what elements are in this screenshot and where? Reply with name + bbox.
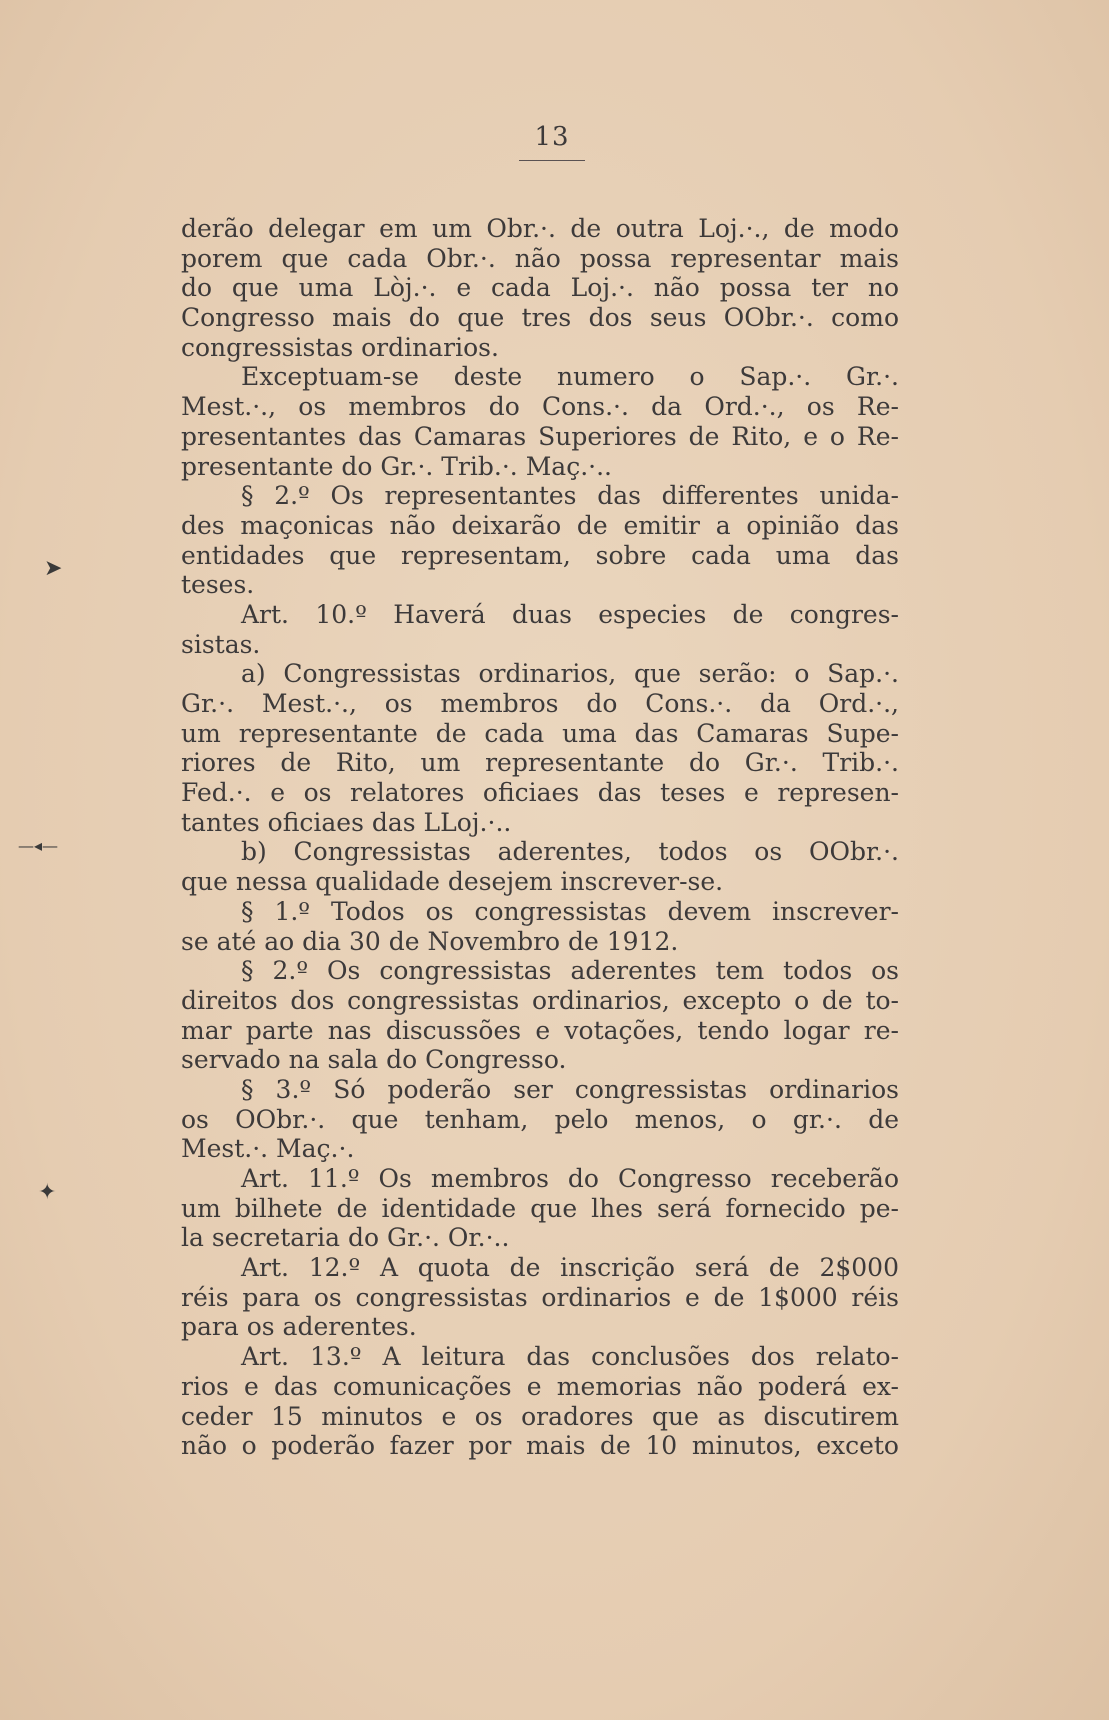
text-line: réis para os congressistas ordinarios e de 1$000 réis	[181, 1282, 899, 1312]
text-line: Art. 11.º Os membros do Congresso receberão	[241, 1164, 899, 1193]
text-line: um representante de cada uma das Camaras Supe-	[181, 718, 899, 748]
text-line: mar parte nas discussões e votações, tendo logar re-	[181, 1015, 899, 1045]
text-line: sistas.	[181, 629, 261, 659]
text-line: porem que cada Obr.·. não possa representar mais	[181, 243, 899, 273]
text-line: a) Congressistas ordinarios, que serão: o Sap.·.	[241, 659, 899, 689]
text-line: servado na sala do Congresso.	[181, 1045, 567, 1075]
page-number-rule	[519, 160, 585, 161]
margin-mark-icon: —◂—	[18, 836, 59, 855]
text-line: congressistas ordinarios.	[181, 332, 499, 362]
text-line: Fed.·. e os relatores oficiaes das teses e represen-	[181, 778, 899, 808]
text-line: derão delegar em um Obr.·. de outra Loj.·., de modo	[181, 214, 899, 243]
text-line: Gr.·. Mest.·., os membros do Cons.·. da Ord.·.,	[181, 689, 899, 718]
text-line: § 3.º Só poderão ser congressistas ordinarios	[241, 1074, 899, 1104]
text-line: rios e das comunicações e memorias não poderá ex-	[181, 1371, 899, 1401]
body-text	[181, 214, 899, 1461]
text-line: do que uma Lòj.·. e cada Loj.·. não possa ter no	[181, 273, 899, 303]
text-line: Art. 12.º A quota de inscrição será de 2$000	[241, 1253, 899, 1283]
text-line: Art. 10.º Haverá duas especies de congres-	[241, 599, 899, 629]
text-line: riores de Rito, um representante do Gr.·. Trib.·.	[181, 748, 899, 778]
margin-ornament-icon: ✦	[38, 1180, 57, 1205]
text-line: presentantes das Camaras Superiores de Rito, e o Re-	[181, 421, 899, 451]
text-line: b) Congressistas aderentes, todos os OObr.·.	[241, 837, 899, 867]
text-line: § 2.º Os representantes das differentes unida-	[241, 481, 899, 511]
text-line: teses.	[181, 570, 255, 600]
text-line: des maçonicas não deixarão de emitir a opinião das	[181, 510, 899, 540]
text-line: um bilhete de identidade que lhes será fornecido pe-	[181, 1193, 899, 1223]
text-line: para os aderentes.	[181, 1312, 417, 1342]
text-line: Mest.·. Maç.·.	[181, 1134, 355, 1164]
text-line: entidades que representam, sobre cada uma das	[181, 540, 899, 570]
text-line: Exceptuam-se deste numero o Sap.·. Gr.·.	[241, 362, 899, 392]
text-line: se até ao dia 30 de Novembro de 1912.	[181, 926, 679, 956]
text-line: ceder 15 minutos e os oradores que as discutirem	[181, 1401, 899, 1431]
text-line: Mest.·., os membros do Cons.·. da Ord.·., os Re-	[181, 392, 899, 422]
text-line: Art. 13.º A leitura das conclusões dos relato-	[241, 1342, 899, 1372]
text-line: la secretaria do Gr.·. Or.·..	[181, 1223, 510, 1253]
page-number: 13	[534, 122, 570, 152]
text-line: não o poderão fazer por mais de 10 minutos, exceto	[181, 1431, 899, 1461]
text-line: direitos dos congressistas ordinarios, excepto o de to-	[181, 985, 899, 1015]
text-line: Congresso mais do que tres dos seus OObr.·. como	[181, 303, 899, 333]
text-line: que nessa qualidade desejem inscrever-se.	[181, 867, 724, 897]
text-line: § 1.º Todos os congressistas devem inscrever-	[241, 896, 899, 926]
text-line: os OObr.·. que tenham, pelo menos, o gr.·. de	[181, 1104, 899, 1134]
margin-ornament-icon: ➤	[44, 556, 63, 581]
text-line: tantes oficiaes das LLoj.·..	[181, 807, 512, 837]
text-line: § 2.º Os congressistas aderentes tem todos os	[241, 956, 899, 986]
text-line: presentante do Gr.·. Trib.·. Maç.·..	[181, 451, 612, 481]
